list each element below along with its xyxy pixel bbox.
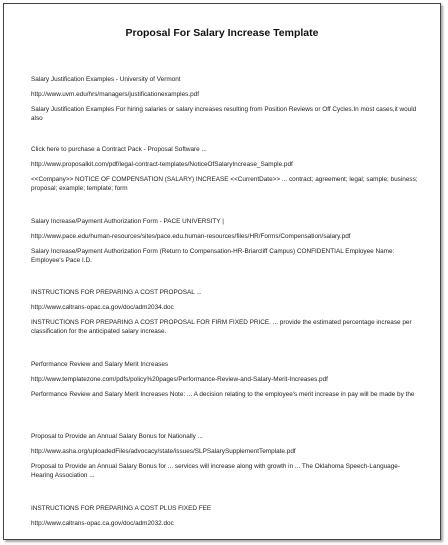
entry-heading: Click here to purchase a Contract Pack - Proposal Software ... [31,146,207,153]
entry-heading: INSTRUCTIONS FOR PREPARING A COST PLUS FIXED FEE [31,505,212,512]
entry-1 [31,75,419,123]
entry-6 [31,432,419,480]
entry-heading: Performance Review and Salary Merit Increases [31,361,169,368]
entry-heading: Salary Increase/Payment Authorization Form - PACE UNIVERSITY | [31,218,224,225]
entry-2 [31,145,419,193]
entry-url: http://www.pace.edu/human-resources/sites/pace.edu.human-resources/files/HR/Forms/Compensation/salary.pdf [31,233,351,240]
entry-url: http://www.asha.org/uploadedFiles/advocacy/state/issues/SLPSalarySupplementTemplate.pdf [31,448,296,455]
document-page [3,3,441,540]
entry-url: http://www.caltrans-opac.ca.gov/doc/adm2034.doc [31,304,174,311]
entry-heading: Proposal to Provide an Annual Salary Bonus for Nationally ... [31,433,203,440]
entry-snippet: <<Company>> NOTICE OF COMPENSATION (SALARY) INCREASE <<CurrentDate>> ... contract; agreement; legal; sample; business; proposal; example; template; form [31,176,418,192]
entry-url: http://www.proposalkit.com/pdf/legal-contract-templates/NoticeOfSalaryIncrease_Sample.pdf [31,161,293,168]
entry-snippet: Salary Justification Examples For hiring salaries or salary increases resulting from Position Reviews or Off Cycles.In most cases,it would also [31,106,417,122]
entry-url: http://www.templatezone.com/pdfs/policy%20pages/Performance-Review-and-Salary-Merit-Increases.pdf [31,376,328,383]
entry-url: http://www.caltrans-opac.ca.gov/doc/adm2032.doc [31,520,174,527]
entry-url: http://www.uvm.edu/hrs/managers/justificationexamples.pdf [31,91,200,98]
entry-4 [31,288,419,336]
entry-5 [31,360,419,399]
entry-snippet: Proposal to Provide an Annual Salary Bonus for ... services will increase along with growth in ... The Oklahoma Speech-Language-Hearing Association ... [31,463,400,479]
document-title: Proposal For Salary Increase Template [125,27,319,39]
entry-heading: INSTRUCTIONS FOR PREPARING A COST PROPOSAL ... [31,289,202,296]
entry-heading: Salary Justification Examples - University of Vermont [31,76,181,83]
entry-3 [31,217,419,265]
entry-snippet: INSTRUCTIONS FOR PREPARING A COST PROPOSAL FOR FIRM FIXED PRICE. ... provide the estimated percentage increase per classification for the anticipated salary increase. [31,319,412,335]
entry-snippet: Performance Review and Salary Merit Increases Note: ... A decision relating to the employee's merit increase in pay will be made by the [31,391,415,398]
entry-7 [31,504,419,528]
entry-snippet: Salary Increase/Payment Authorization Form (Return to Compensation-HR-Briarcliff Campus) CONFIDENTIAL Employee Name: Employee's Pace I.D. [31,248,395,264]
